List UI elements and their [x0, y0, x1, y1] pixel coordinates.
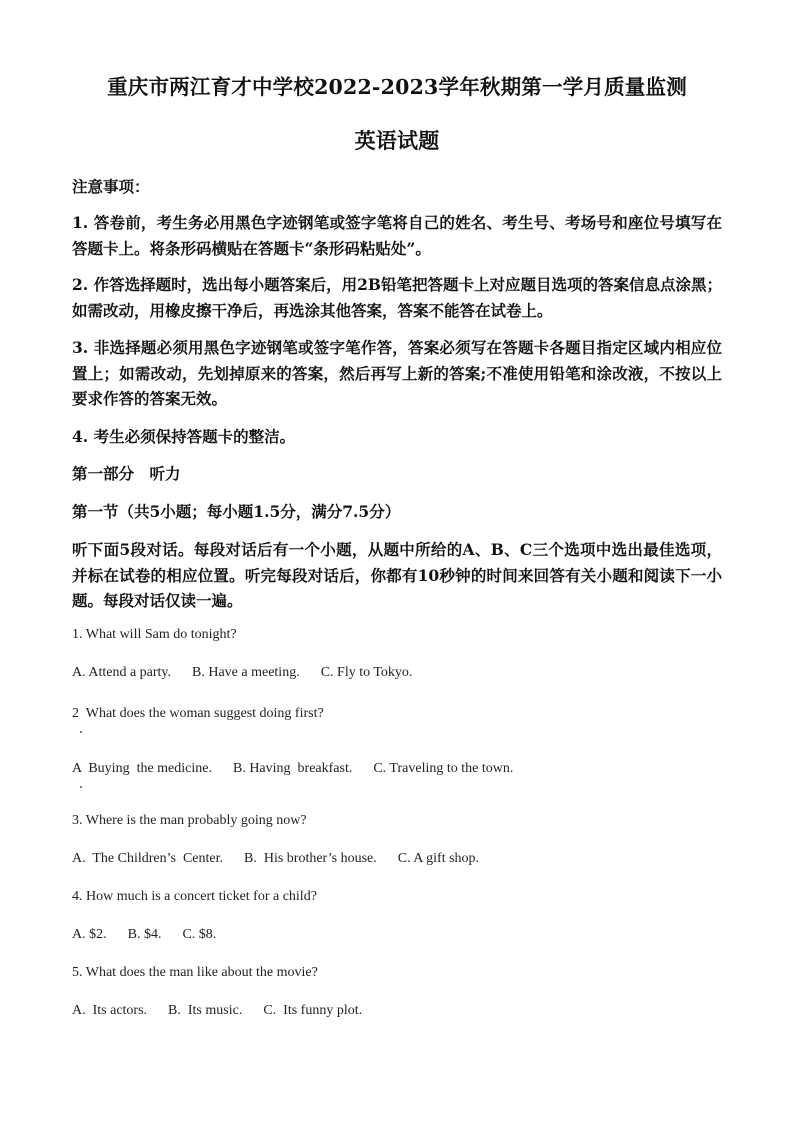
notes-heading: 注意事项： — [72, 177, 150, 196]
question-4-stem: 4. How much is a concert ticket for a child? — [72, 889, 317, 904]
listening-instructions: 听下面5段对话。每段对话后有一个小题，从题中所给的A、B、C三个选项中选出最佳选项，并标在试卷的相应位置。听完每段对话后，你都有10秒钟的时间来回答有关小题和阅读下一小题。每段对话仅读一遍。 — [72, 540, 722, 610]
question-3-stem: 3. Where is the man probably going now? — [72, 813, 307, 828]
exam-title: 重庆市两江育才中学校2022-2023学年秋期第一学月质量监测 — [107, 75, 687, 99]
part1-heading: 第一部分 听力 — [72, 464, 181, 483]
section1-heading: 第一节（共5小题；每小题1.5分，满分7.5分） — [72, 502, 401, 521]
note-item-4: 4. 考生必须保持答题卡的整洁。 — [72, 427, 296, 446]
scan-dot — [80, 786, 82, 788]
question-2-stem: 2 What does the woman suggest doing first? — [72, 706, 324, 721]
question-2-options: A Buying the medicine. B. Having breakfast. C. Traveling to the town. — [72, 761, 514, 776]
note-item-3: 3. 非选择题必须用黑色字迹钢笔或签字笔作答，答案必须写在答题卡各题目指定区域内相应位置上；如需改动，先划掉原来的答案，然后再写上新的答案;不准使用铅笔和涂改液，不按以上要求作答的答案无效。 — [72, 338, 722, 408]
question-3-options: A. The Children’s Center. B. His brother’s house. C. A gift shop. — [72, 851, 480, 866]
question-1-options: A. Attend a party. B. Have a meeting. C. Fly to Tokyo. — [72, 665, 413, 680]
question-1-stem: 1. What will Sam do tonight? — [72, 627, 237, 642]
exam-subtitle: 英语试题 — [354, 128, 440, 153]
question-5-stem: 5. What does the man like about the movie? — [72, 965, 318, 980]
question-4-options: A. $2. B. $4. C. $8. — [72, 927, 217, 942]
note-item-1: 1. 答卷前，考生务必用黑色字迹钢笔或签字笔将自己的姓名、考生号、考场号和座位号填写在答题卡上。将条形码横贴在答题卡“条形码粘贴处”。 — [72, 213, 722, 258]
note-item-2: 2. 作答选择题时，选出每小题答案后，用2B铅笔把答题卡上对应题目选项的答案信息点涂黑；如需改动，用橡皮擦干净后，再选涂其他答案，答案不能答在试卷上。 — [72, 275, 722, 320]
question-5-options: A. Its actors. B. Its music. C. Its funny plot. — [72, 1003, 363, 1018]
scan-dot — [80, 731, 82, 733]
